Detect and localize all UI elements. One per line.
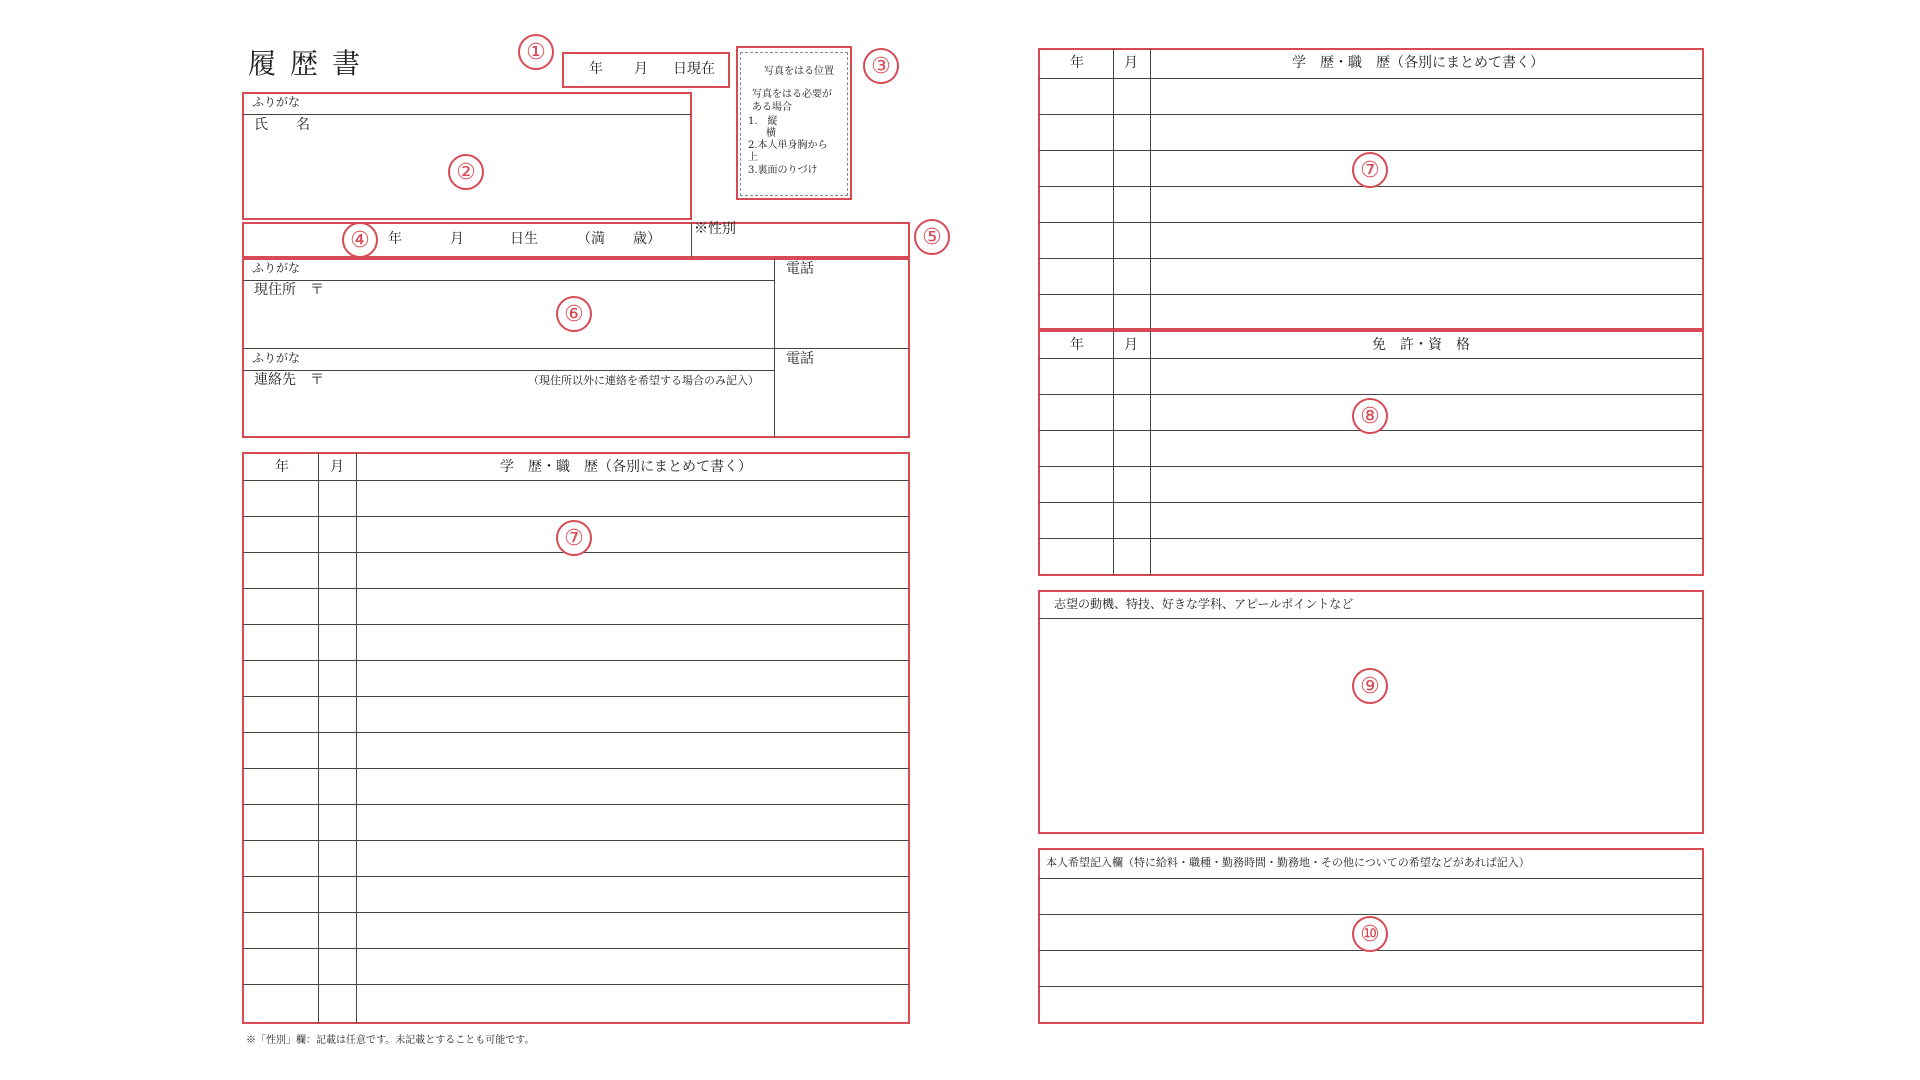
marker-7-right: ⑦ bbox=[1352, 152, 1388, 188]
marker-8: ⑧ bbox=[1352, 398, 1388, 434]
row-rule bbox=[243, 804, 909, 805]
gender-label: ※性別 bbox=[694, 221, 736, 237]
row-rule bbox=[1039, 114, 1703, 115]
history-left-year-header: 年 bbox=[275, 459, 289, 475]
row-rule bbox=[1039, 78, 1703, 79]
contact-note: （現住所以外に連絡を希望する場合のみ記入） bbox=[528, 374, 759, 387]
photo-item1a: 1. 縦 bbox=[748, 116, 778, 127]
photo-sub2: ある場合 bbox=[752, 102, 792, 113]
marker-6: ⑥ bbox=[556, 296, 592, 332]
history-left-heading: 学 歴・職 歴（各別にまとめて書く） bbox=[500, 459, 752, 475]
marker-1: ① bbox=[518, 34, 554, 70]
name-furigana-label: ふりがな bbox=[252, 95, 301, 109]
row-rule bbox=[243, 516, 909, 517]
birth-month-label: 月 bbox=[450, 231, 464, 247]
row-rule bbox=[243, 696, 909, 697]
row-rule bbox=[1039, 502, 1703, 503]
address-furigana-2: ふりがな bbox=[252, 351, 301, 365]
photo-sub1: 写真をはる必要が bbox=[752, 89, 832, 100]
row-rule bbox=[243, 948, 909, 949]
history-left-month-header: 月 bbox=[330, 459, 344, 475]
motivation-section bbox=[1038, 590, 1704, 834]
photo-item3: 3.裏面のりづけ bbox=[748, 165, 818, 176]
photo-item1b: 横 bbox=[766, 128, 776, 139]
row-rule bbox=[243, 480, 909, 481]
row-rule bbox=[1039, 394, 1703, 395]
birth-age-label: （満 歳） bbox=[577, 231, 661, 247]
wishes-heading: 本人希望記入欄（特に給料・職種・勤務時間・勤務地・その他についての希望などがあれば記入） bbox=[1046, 856, 1530, 869]
date-month-label: 月 bbox=[634, 61, 648, 77]
date-now-label: 日現在 bbox=[673, 61, 715, 77]
row-rule bbox=[243, 768, 909, 769]
photo-heading: 写真をはる位置 bbox=[764, 66, 834, 77]
phone-label-2: 電話 bbox=[786, 351, 814, 367]
row-rule bbox=[1039, 258, 1703, 259]
birth-year-label: 年 bbox=[388, 231, 402, 247]
motivation-heading: 志望の動機、特技、好きな学科、アピールポイントなど bbox=[1054, 597, 1354, 611]
history-right-heading: 学 歴・職 歴（各別にまとめて書く） bbox=[1292, 55, 1544, 71]
marker-3: ③ bbox=[863, 48, 899, 84]
marker-2: ② bbox=[448, 154, 484, 190]
page-title: 履歴書 bbox=[248, 47, 375, 80]
history-right-month-header: 月 bbox=[1124, 55, 1138, 71]
name-label: 氏 名 bbox=[254, 117, 310, 133]
footnote: ※「性別」欄：記載は任意です。未記載とすることも可能です。 bbox=[246, 1035, 535, 1046]
row-rule bbox=[243, 624, 909, 625]
row-rule bbox=[243, 840, 909, 841]
license-month-header: 月 bbox=[1124, 337, 1138, 353]
marker-4: ④ bbox=[342, 222, 378, 258]
row-rule bbox=[243, 876, 909, 877]
row-rule bbox=[243, 588, 909, 589]
marker-10: ⑩ bbox=[1352, 916, 1388, 952]
history-table-right bbox=[1038, 48, 1704, 330]
license-year-header: 年 bbox=[1070, 337, 1084, 353]
photo-item2b: 上 bbox=[748, 152, 758, 163]
row-rule bbox=[1039, 358, 1703, 359]
contact-address-label: 連絡先 〒 bbox=[254, 372, 324, 388]
row-rule bbox=[243, 660, 909, 661]
history-right-year-header: 年 bbox=[1070, 55, 1084, 71]
row-rule bbox=[243, 984, 909, 985]
birth-day-label: 日生 bbox=[510, 231, 538, 247]
address-furigana-1: ふりがな bbox=[252, 261, 301, 275]
row-rule bbox=[1039, 222, 1703, 223]
row-rule bbox=[1039, 466, 1703, 467]
license-table bbox=[1038, 330, 1704, 576]
marker-7-left: ⑦ bbox=[556, 520, 592, 556]
row-rule bbox=[243, 912, 909, 913]
date-year-label: 年 bbox=[589, 61, 603, 77]
row-rule bbox=[1039, 150, 1703, 151]
photo-item2: 2.本人単身胸から bbox=[748, 140, 828, 151]
marker-9: ⑨ bbox=[1352, 668, 1388, 704]
license-heading: 免 許・資 格 bbox=[1372, 337, 1470, 353]
phone-label-1: 電話 bbox=[786, 261, 814, 277]
current-address-label: 現住所 〒 bbox=[254, 282, 324, 298]
row-rule bbox=[243, 732, 909, 733]
row-rule bbox=[1039, 294, 1703, 295]
marker-5: ⑤ bbox=[914, 219, 950, 255]
row-rule bbox=[1039, 538, 1703, 539]
